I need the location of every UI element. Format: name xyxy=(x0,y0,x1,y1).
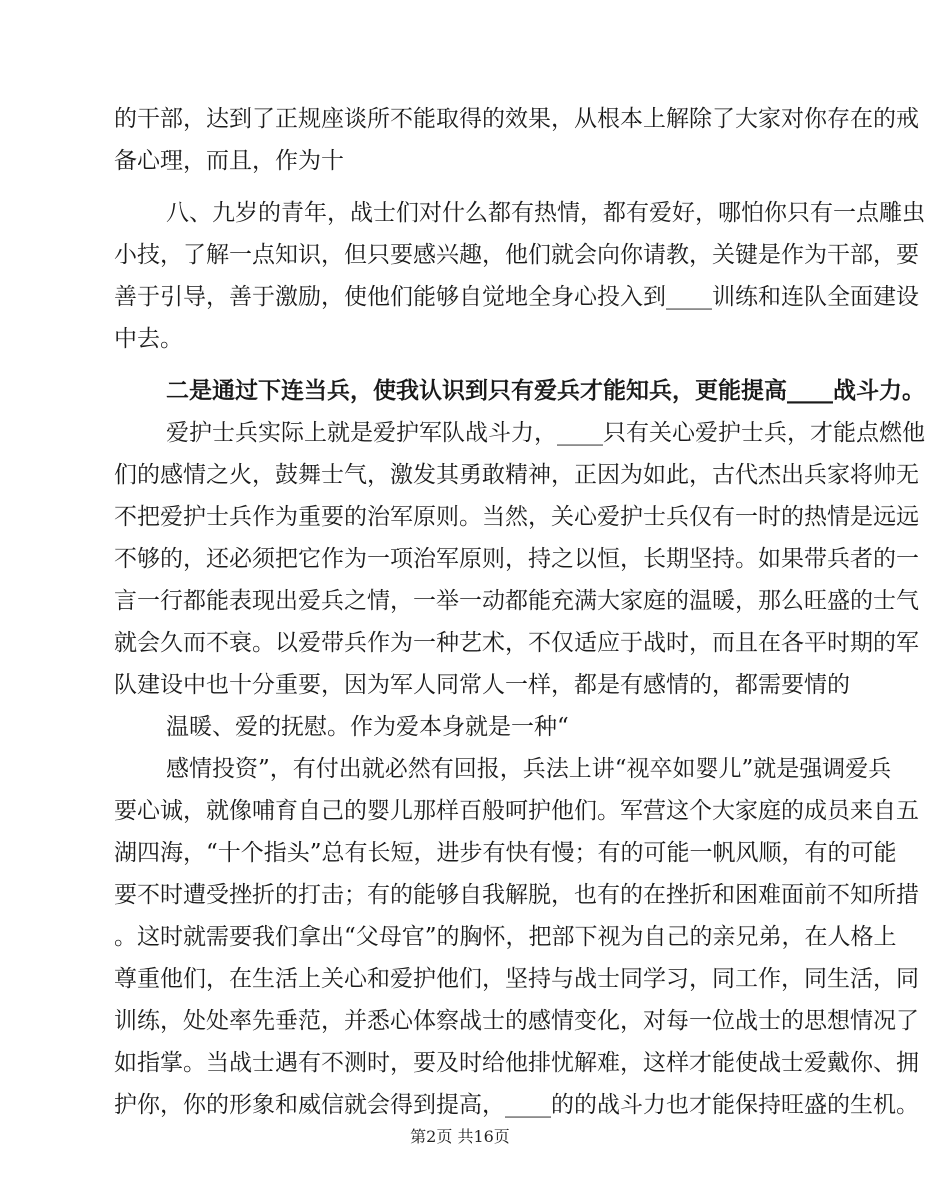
text-line: 的干部，达到了正规座谈所不能取得的效果，从根本上解除了大家对你存在的戒 xyxy=(114,106,919,132)
text-line: 不够的，还必须把它作为一项治军原则，持之以恒，长期坚持。如果带兵者的一 xyxy=(114,546,919,572)
heading-line: 二是通过下连当兵，使我认识到只有爱兵才能知兵，更能提高____战斗力。 xyxy=(166,377,925,404)
text-line: 尊重他们，在生活上关心和爱护他们，坚持与战士同学习，同工作，同生活，同 xyxy=(114,966,919,992)
text-line: 感情投资”，有付出就必然有回报，兵法上讲“视卒如婴儿”就是强调爱兵 xyxy=(166,756,892,782)
text-line: 如指掌。当战士遇有不测时，要及时给他排忧解难，这样才能使战士爱戴你、拥 xyxy=(114,1050,919,1076)
text-line: 就会久而不衰。以爱带兵作为一种艺术，不仅适应于战时，而且在各平时期的军 xyxy=(114,630,919,656)
text-line: 小技，了解一点知识，但只要感兴趣，他们就会向你请教，关键是作为干部，要 xyxy=(114,242,919,268)
text-line: 不把爱护士兵作为重要的治军原则。当然，关心爱护士兵仅有一时的热情是远远 xyxy=(114,504,919,530)
text-line: 中去。 xyxy=(114,326,183,352)
text-line: 爱护士兵实际上就是爱护军队战斗力，____只有关心爱护士兵，才能点燃他 xyxy=(166,420,925,446)
text-line: 八、九岁的青年，战士们对什么都有热情，都有爱好，哪怕你只有一点雕虫 xyxy=(166,200,925,226)
text-line: 要心诚，就像哺育自己的婴儿那样百般呵护他们。军营这个大家庭的成员来自五 xyxy=(114,798,919,824)
text-line: 湖四海，“十个指头”总有长短，进步有快有慢；有的可能一帆风顺，有的可能 xyxy=(114,840,897,866)
text-line: 备心理，而且，作为十 xyxy=(114,148,344,174)
page-footer: 第2页 共16页 xyxy=(410,1127,510,1146)
text-line: 护你，你的形象和威信就会得到提高，____的的战斗力也才能保持旺盛的生机。 xyxy=(114,1092,919,1118)
text-line: 温暖、爱的抚慰。作为爱本身就是一种“ xyxy=(166,714,569,740)
text-line: 要不时遭受挫折的打击；有的能够自我解脱，也有的在挫折和困难面前不知所措 xyxy=(114,882,919,908)
text-line: 善于引导，善于激励，使他们能够自觉地全身心投入到____训练和连队全面建设 xyxy=(114,284,919,310)
text-line: 言一行都能表现出爱兵之情，一举一动都能充满大家庭的温暖，那么旺盛的士气 xyxy=(114,588,919,614)
text-line: 队建设中也十分重要，因为军人同常人一样，都是有感情的，都需要情的 xyxy=(114,672,850,698)
text-line: 训练，处处率先垂范，并悉心体察战士的感情变化，对每一位战士的思想情况了 xyxy=(114,1008,919,1034)
text-line: 们的感情之火，鼓舞士气，激发其勇敢精神，正因为如此，古代杰出兵家将帅无 xyxy=(114,462,919,488)
text-line: 。这时就需要我们拿出“父母官”的胸怀，把部下视为自己的亲兄弟，在人格上 xyxy=(114,924,897,950)
